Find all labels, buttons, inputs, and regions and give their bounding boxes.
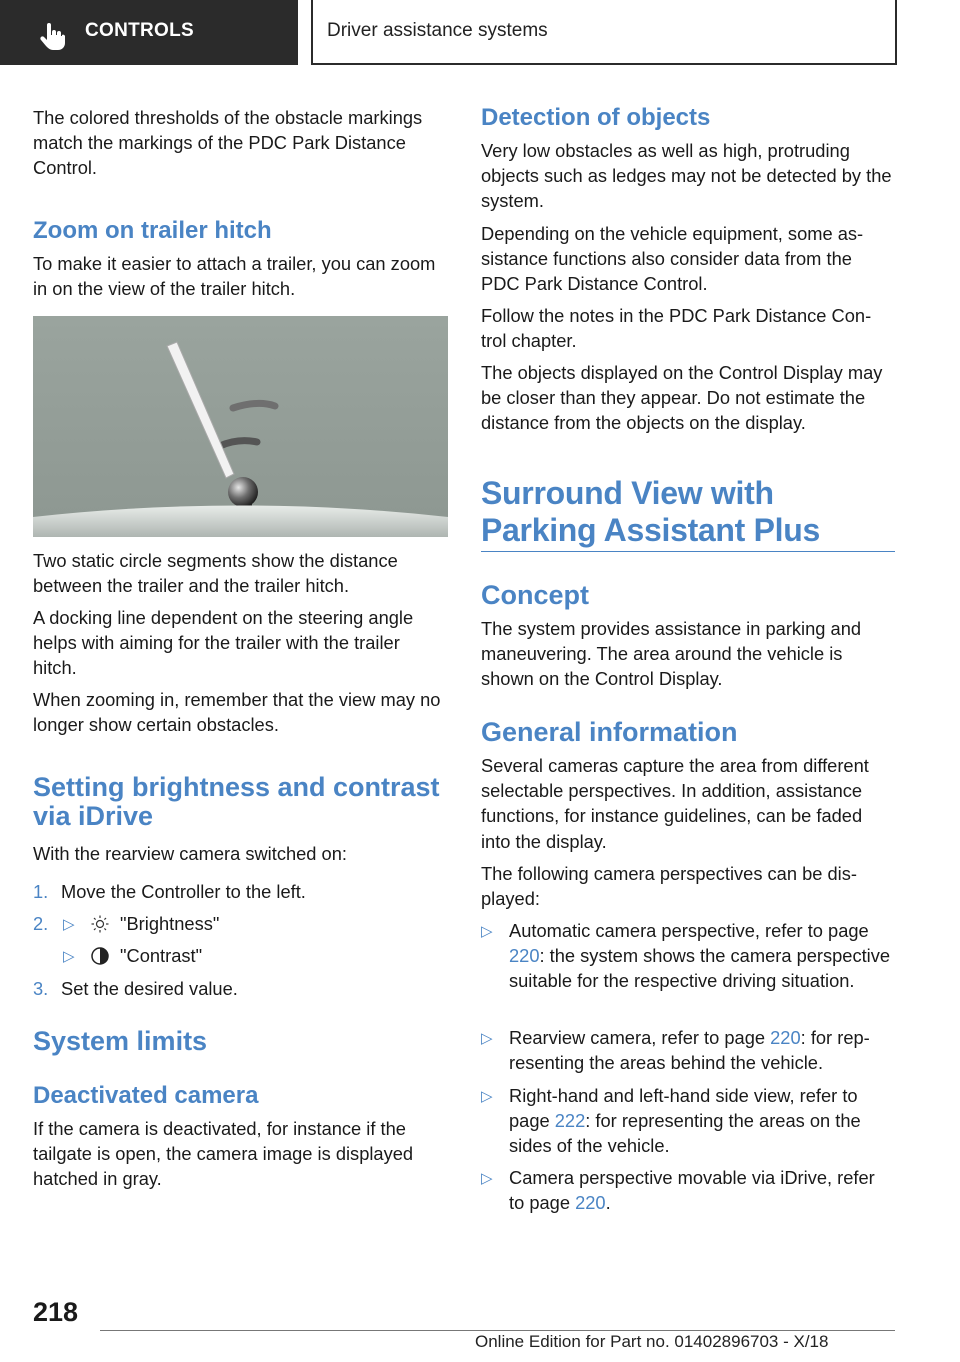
list-item	[481, 1025, 895, 1075]
paragraph-deactivated-camera: If the camera is deactivated, for instance if the tailgate is open, the camera image is displayed hatched in gray.	[33, 1118, 414, 1190]
step-text: Move the Controller to the left.	[61, 881, 306, 902]
paragraph-thresholds: The colored thresholds of the obstacle markings match the markings of the PDC Park Distance Control.	[33, 107, 423, 179]
paragraph-follow-notes: Follow the notes in the PDC Park Distance Con-trol chapter.	[481, 305, 872, 352]
bullet-text-post: : for rep-resenting the areas behind the vehicle.	[509, 1027, 870, 1074]
step-2-brightness	[33, 911, 448, 937]
heading-concept: Concept	[481, 580, 589, 610]
bullet-text	[509, 1025, 895, 1075]
step-1	[33, 879, 448, 905]
step-number: 1.	[33, 881, 49, 902]
step-text: "Brightness"	[120, 913, 220, 934]
bullet-text-pre: Automatic camera perspective, refer to page	[509, 920, 869, 941]
triangle-right-icon: ▷	[63, 948, 75, 965]
chapter-tab	[311, 0, 897, 65]
paragraph-following-perspectives: The following camera perspectives can be dis-played:	[481, 863, 857, 910]
paragraph-zooming: When zooming in, remember that the view may no longer show certain obstacles.	[33, 689, 441, 736]
triangle-right-icon: ▷	[481, 1170, 493, 1187]
step-text: "Contrast"	[120, 945, 203, 966]
paragraph-general: Several cameras capture the area from different selectable perspectives. In addition, assistance functions, for instance guidelines, can be faded into the display.	[481, 755, 869, 852]
heading-detection-of-objects: Detection of objects	[481, 104, 711, 131]
edition-text: Online Edition for Part no. 01402896703 - X/18	[475, 1332, 829, 1351]
page-link-220[interactable]: 220	[509, 945, 540, 967]
triangle-right-icon: ▷	[481, 1088, 493, 1105]
bullet-text-pre: Right-hand and left-hand side view, refer to page	[509, 1085, 858, 1132]
bullet-text-pre: Rearview camera, refer to page	[509, 1027, 771, 1048]
paragraph-docking-line: A docking line dependent on the steering angle helps with aiming for the trailer with the trailer hitch.	[33, 607, 414, 679]
step-3	[33, 976, 448, 1002]
heading-system-limits: System limits	[33, 1026, 208, 1056]
paragraph-objects-closer: The objects displayed on the Control Display may be closer than they appear. Do not estimate the distance from the objects on the display.	[481, 362, 883, 434]
step-number: 2.	[33, 913, 49, 934]
heading-surround-view-line1: Surround View with	[481, 475, 774, 511]
paragraph-camera-switched-on: With the rearview camera switched on:	[33, 843, 347, 864]
heading-brightness-contrast: Setting brightness and contrast via iDrive	[33, 772, 440, 831]
list-item	[481, 1165, 895, 1215]
footer-divider	[100, 1330, 895, 1331]
bullet-text-post: .	[605, 1192, 611, 1214]
paragraph-depending: Depending on the vehicle equipment, some as-sistance functions also consider data from the PDC Park Distance Control.	[481, 223, 864, 295]
bullet-text-pre: Camera perspective movable via iDrive, refer to page	[509, 1167, 875, 1214]
bullet-text	[509, 918, 895, 994]
step-number: 3.	[33, 978, 49, 999]
bullet-text-post: : the system shows the camera perspective suitable for the respective driving situation.	[509, 945, 891, 992]
bullet-text-post: : for representing the areas on the sides of the vehicle.	[509, 1110, 861, 1157]
paragraph-segments: Two static circle segments show the distance between the trailer and the trailer hitch.	[33, 550, 398, 597]
sun-icon	[91, 915, 109, 933]
page-link-220[interactable]: 220	[770, 1027, 801, 1048]
page-link-220[interactable]: 220	[575, 1192, 606, 1214]
list-item	[481, 1083, 895, 1159]
heading-underline	[481, 551, 895, 552]
triangle-right-icon: ▷	[63, 916, 75, 933]
triangle-right-icon: ▷	[481, 1030, 493, 1047]
heading-general-information: General information	[481, 717, 738, 747]
hand-pointer-icon	[38, 22, 66, 50]
bullet-text	[509, 1165, 895, 1215]
page-number: 218	[33, 1297, 79, 1327]
section-tab[interactable]	[0, 0, 298, 65]
heading-surround-view-line2: Parking Assistant Plus	[481, 512, 820, 548]
paragraph-zoom: To make it easier to attach a trailer, you can zoom in on the view of the trailer hitch.	[33, 253, 436, 300]
heading-zoom-trailer-hitch: Zoom on trailer hitch	[33, 217, 272, 244]
page-link-222[interactable]: 222	[554, 1110, 586, 1132]
list-item	[481, 918, 895, 994]
bullet-text	[509, 1083, 895, 1159]
step-text: Set the desired value.	[61, 978, 238, 999]
step-2-contrast	[33, 943, 448, 969]
section-title: CONTROLS	[85, 20, 195, 41]
triangle-right-icon: ▷	[481, 923, 493, 940]
paragraph-concept: The system provides assistance in parking and maneuvering. The area around the vehicle is shown on the Control Display.	[481, 618, 862, 690]
chapter-title: Driver assistance systems	[327, 20, 548, 41]
trailer-hitch-camera-image	[33, 316, 448, 537]
heading-deactivated-camera: Deactivated camera	[33, 1082, 259, 1109]
contrast-icon	[91, 947, 109, 965]
paragraph-low-obstacles: Very low obstacles as well as high, protruding objects such as ledges may not be detected by the system.	[481, 140, 892, 212]
